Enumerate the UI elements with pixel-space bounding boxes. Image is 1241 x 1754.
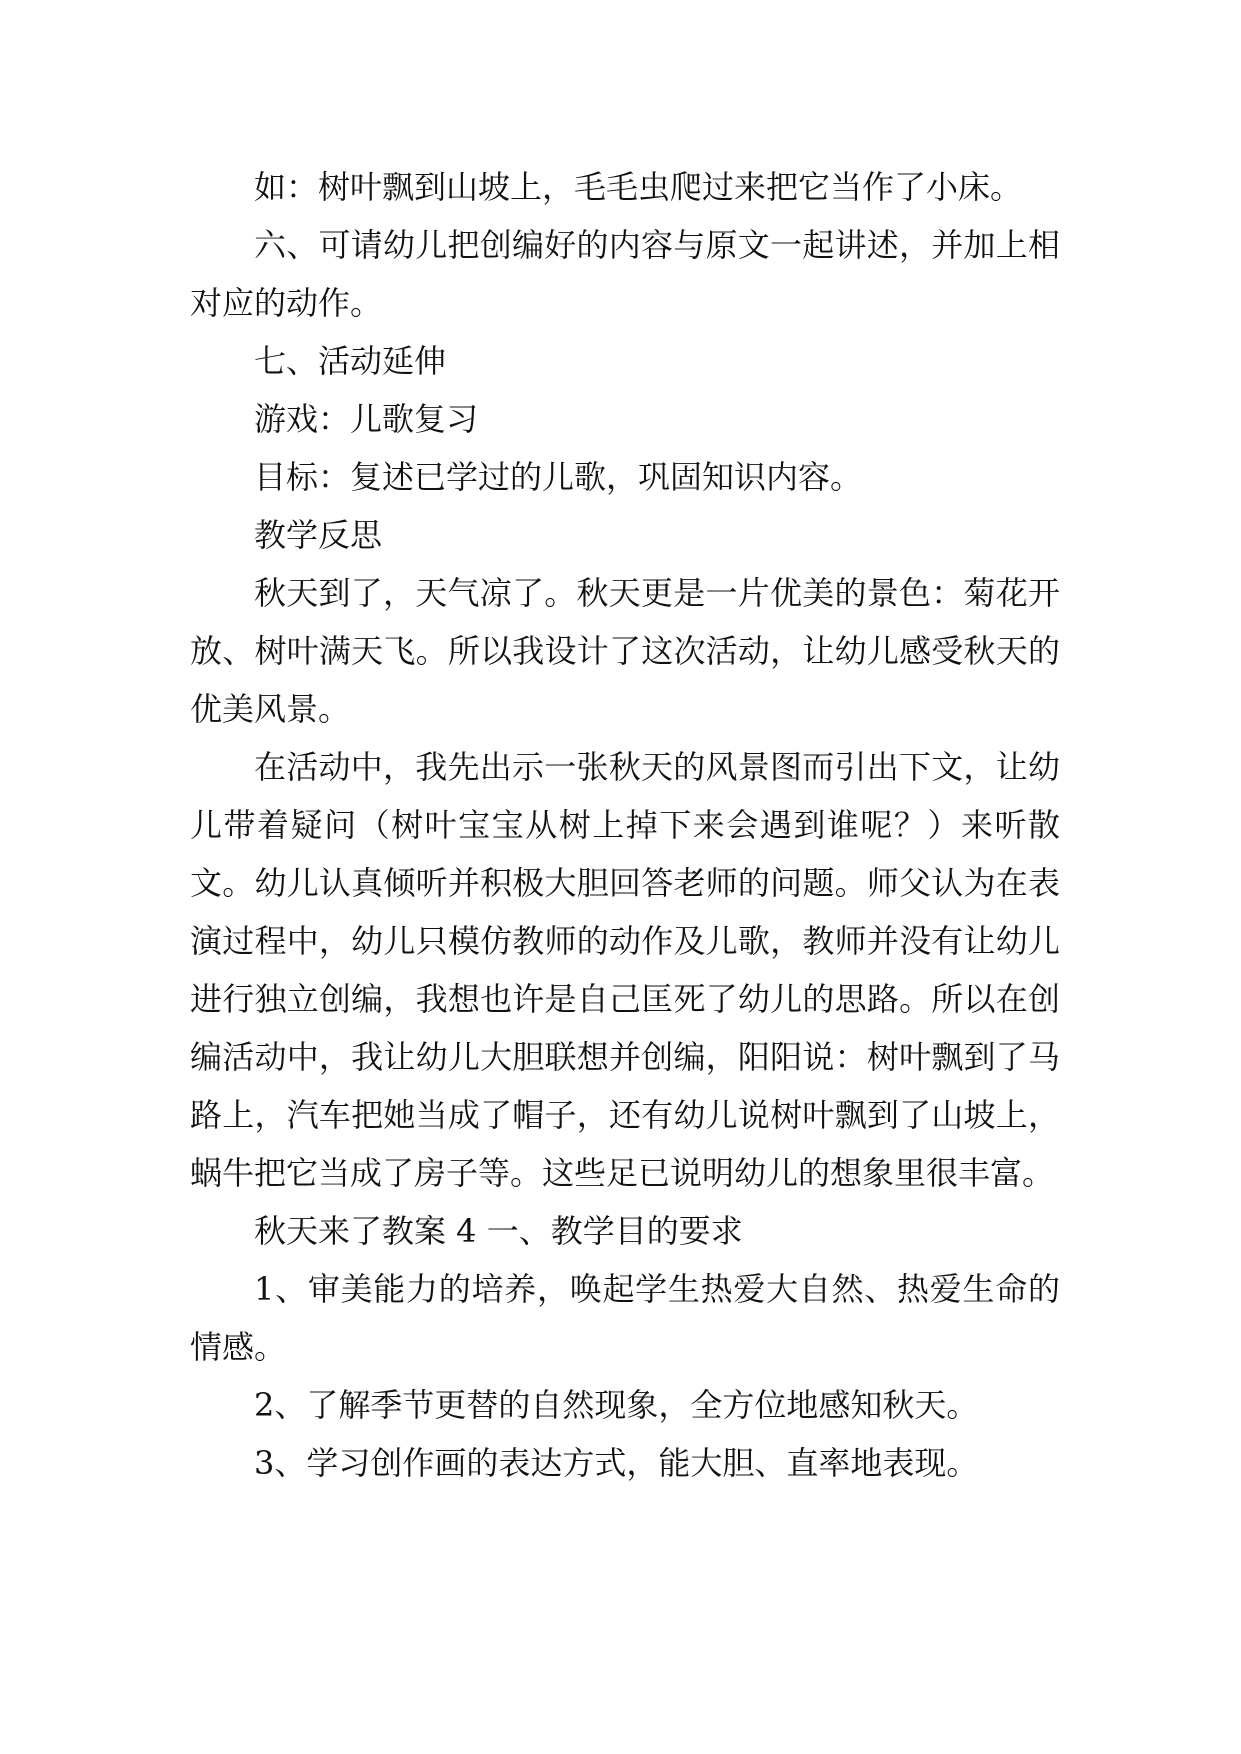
paragraph-goal: 目标：复述已学过的儿歌，巩固知识内容。 bbox=[254, 458, 863, 496]
paragraph-objective-one: 1、审美能力的培养，唤起学生热爱大自然、热爱生命的情感。 bbox=[190, 1270, 1060, 1366]
paragraph-reflection-body: 在活动中，我先出示一张秋天的风景图而引出下文，让幼儿带着疑问（树叶宝宝从树上掉下来会遇到谁呢？）来听散文。幼儿认真倾听并积极大胆回答老师的问题。师父认为在表演过程中，幼儿只模仿教师的动作及儿歌，教师并没有让幼儿进行独立创编，我想也许是自己匡死了幼儿的思路。所以在创编活动中，我让幼儿大胆联想并创编，阳阳说：树叶飘到了马路上，汽车把她当成了帽子，还有幼儿说树叶飘到了山坡上，蜗牛把它当成了房子等。这些足已说明幼儿的想象里很丰富。 bbox=[190, 748, 1060, 1192]
paragraph-step-six: 六、可请幼儿把创编好的内容与原文一起讲述，并加上相对应的动作。 bbox=[190, 226, 1060, 322]
paragraph-reflection-heading: 教学反思 bbox=[254, 516, 383, 554]
paragraph-example: 如：树叶飘到山坡上，毛毛虫爬过来把它当作了小床。 bbox=[254, 168, 1023, 206]
paragraph-objective-two: 2、了解季节更替的自然现象，全方位地感知秋天。 bbox=[254, 1386, 979, 1424]
document-body bbox=[190, 158, 1060, 1492]
paragraph-step-seven-heading: 七、活动延伸 bbox=[254, 342, 447, 380]
paragraph-objective-three: 3、学习创作画的表达方式，能大胆、直率地表现。 bbox=[254, 1444, 979, 1482]
paragraph-reflection-intro: 秋天到了，天气凉了。秋天更是一片优美的景色：菊花开放、树叶满天飞。所以我设计了这次活动，让幼儿感受秋天的优美风景。 bbox=[190, 574, 1060, 728]
paragraph-game: 游戏：儿歌复习 bbox=[254, 400, 479, 438]
paragraph-lesson-four-heading: 秋天来了教案 4 一、教学目的要求 bbox=[254, 1212, 743, 1250]
